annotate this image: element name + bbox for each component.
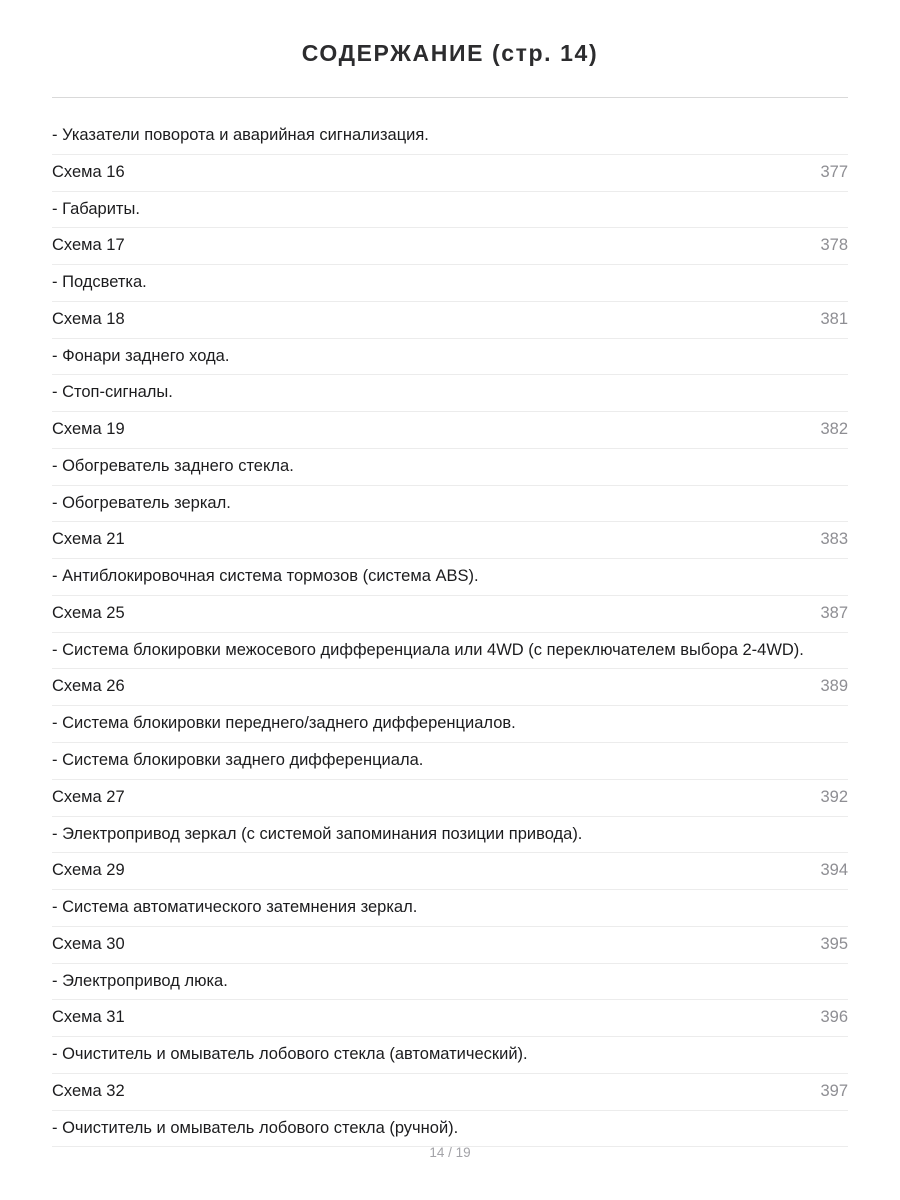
toc-row[interactable] xyxy=(52,596,848,633)
toc-page-number: 387 xyxy=(820,603,848,622)
toc-entry-label: - Система блокировки межосевого дифференциала или 4WD (с переключателем выбора 2-4WD). xyxy=(52,640,804,659)
toc-entry-label: - Электропривод люка. xyxy=(52,971,228,990)
toc-entry-label: - Стоп-сигналы. xyxy=(52,383,173,402)
toc-page-number: 381 xyxy=(820,309,848,328)
toc-row[interactable] xyxy=(52,817,848,854)
toc-entry-label: Схема 17 xyxy=(52,236,125,255)
toc-page-number: 394 xyxy=(820,861,848,880)
page-footer: 14 / 19 xyxy=(429,1145,471,1160)
toc-row[interactable] xyxy=(52,1037,848,1074)
toc-page-number: 382 xyxy=(820,420,848,439)
toc-page-number: 377 xyxy=(820,162,848,181)
toc-page-number: 383 xyxy=(820,530,848,549)
toc-row[interactable] xyxy=(52,412,848,449)
toc-entry-label: Схема 29 xyxy=(52,861,125,880)
toc-entry-label: - Обогреватель зеркал. xyxy=(52,493,231,512)
toc-entry-label: - Электропривод зеркал (с системой запоминания позиции привода). xyxy=(52,824,583,843)
toc-row[interactable] xyxy=(52,155,848,192)
toc-page-number: 397 xyxy=(820,1081,848,1100)
toc-entry-label: - Габариты. xyxy=(52,199,140,218)
toc-entry-label: Схема 16 xyxy=(52,162,125,181)
toc-row[interactable] xyxy=(52,339,848,376)
toc-page-number: 392 xyxy=(820,787,848,806)
toc-row[interactable] xyxy=(52,927,848,964)
toc-row[interactable] xyxy=(52,302,848,339)
toc-row[interactable] xyxy=(52,118,848,155)
toc-row[interactable] xyxy=(52,228,848,265)
toc-row[interactable] xyxy=(52,669,848,706)
toc-row[interactable] xyxy=(52,1074,848,1111)
toc-row[interactable] xyxy=(52,964,848,1001)
toc-row[interactable] xyxy=(52,486,848,523)
toc-row[interactable] xyxy=(52,1000,848,1037)
toc-page-number: 389 xyxy=(820,677,848,696)
toc-entry-label: Схема 19 xyxy=(52,420,125,439)
toc-page-number: 395 xyxy=(820,934,848,953)
toc-row[interactable] xyxy=(52,265,848,302)
toc-row[interactable] xyxy=(52,706,848,743)
toc-list xyxy=(52,118,848,1147)
toc-entry-label: Схема 25 xyxy=(52,603,125,622)
toc-row[interactable] xyxy=(52,743,848,780)
toc-entry-label: - Очиститель и омыватель лобового стекла (ручной). xyxy=(52,1118,459,1137)
toc-row[interactable] xyxy=(52,192,848,229)
toc-row[interactable] xyxy=(52,1111,848,1148)
toc-entry-label: - Система блокировки переднего/заднего дифференциалов. xyxy=(52,714,516,733)
toc-entry-label: Схема 21 xyxy=(52,530,125,549)
toc-page-number: 378 xyxy=(820,236,848,255)
toc-row[interactable] xyxy=(52,449,848,486)
toc-row[interactable] xyxy=(52,853,848,890)
toc-entry-label: - Очиститель и омыватель лобового стекла (автоматический). xyxy=(52,1045,528,1064)
toc-entry-label: - Антиблокировочная система тормозов (система ABS). xyxy=(52,567,479,586)
toc-entry-label: - Указатели поворота и аварийная сигнализация. xyxy=(52,126,429,144)
toc-entry-label: Схема 32 xyxy=(52,1081,125,1100)
toc-entry-label: - Система автоматического затемнения зеркал. xyxy=(52,898,418,917)
toc-row[interactable] xyxy=(52,633,848,670)
toc-entry-label: - Фонари заднего хода. xyxy=(52,346,230,365)
toc-entry-label: Схема 30 xyxy=(52,934,125,953)
toc-entry-label: Схема 31 xyxy=(52,1008,125,1027)
toc-row[interactable] xyxy=(52,780,848,817)
toc-entry-label: Схема 18 xyxy=(52,309,125,328)
title-divider xyxy=(52,97,848,98)
page-title: СОДЕРЖАНИЕ (стр. 14) xyxy=(301,40,599,66)
toc-entry-label: Схема 26 xyxy=(52,677,125,696)
toc-page-number: 396 xyxy=(820,1008,848,1027)
toc-row[interactable] xyxy=(52,375,848,412)
toc-row[interactable] xyxy=(52,522,848,559)
toc-entry-label: - Обогреватель заднего стекла. xyxy=(52,456,294,475)
toc-row[interactable] xyxy=(52,559,848,596)
toc-entry-label: - Подсветка. xyxy=(52,273,147,292)
toc-entry-label: - Система блокировки заднего дифференциала. xyxy=(52,751,424,770)
toc-row[interactable] xyxy=(52,890,848,927)
toc-entry-label: Схема 27 xyxy=(52,787,125,806)
